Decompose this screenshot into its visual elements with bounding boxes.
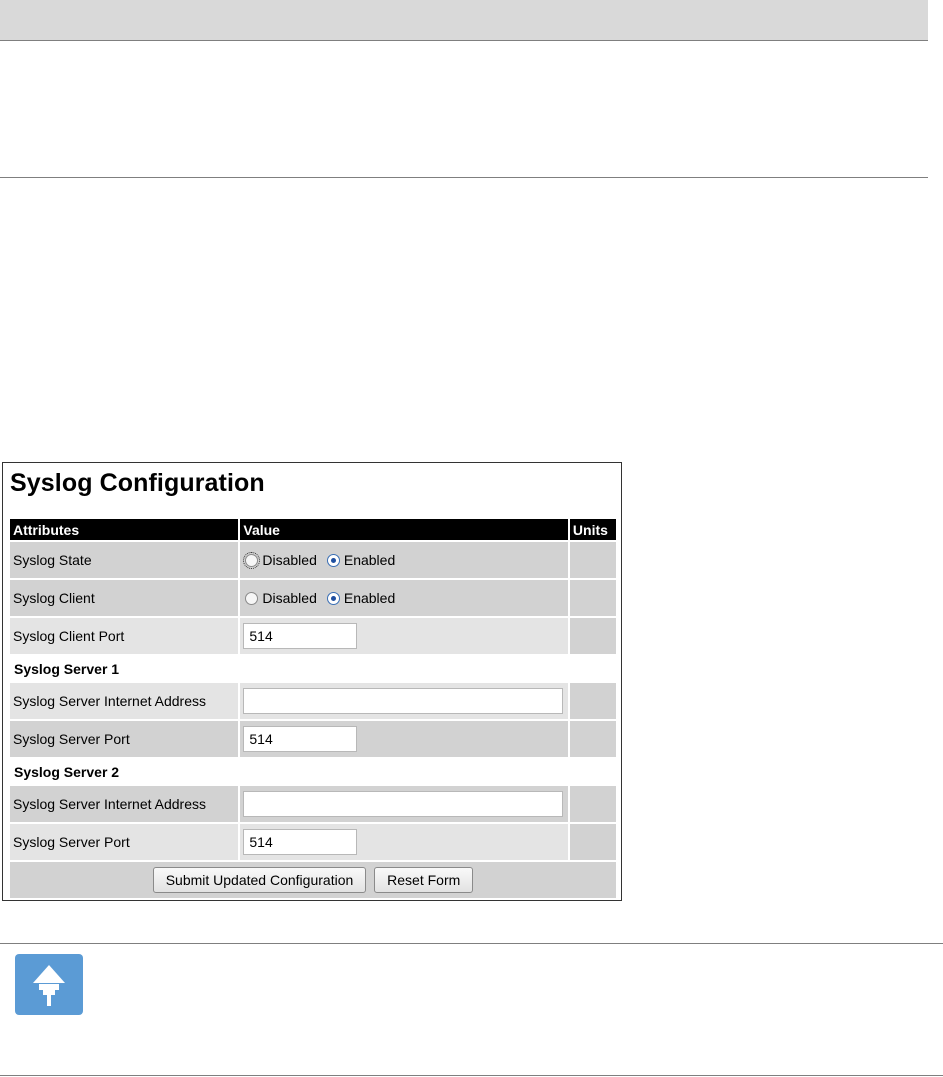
table-header-row bbox=[9, 518, 617, 541]
document-header-bar bbox=[0, 0, 928, 41]
section-heading: Syslog Server 1 bbox=[9, 655, 617, 682]
units-cell bbox=[569, 785, 617, 823]
server1-port-value bbox=[239, 720, 569, 758]
table-row-server1-port bbox=[9, 720, 617, 758]
syslog-client-port-input[interactable] bbox=[243, 623, 357, 649]
syslog-state-enabled-label[interactable]: Enabled bbox=[343, 552, 396, 568]
server1-port-label: Syslog Server Port bbox=[9, 720, 239, 758]
units-cell bbox=[569, 823, 617, 861]
syslog-configuration-panel bbox=[2, 462, 622, 901]
table-row-server2-address bbox=[9, 785, 617, 823]
syslog-client-enabled-radio[interactable] bbox=[327, 592, 340, 605]
units-cell bbox=[569, 682, 617, 720]
reset-form-button[interactable]: Reset Form bbox=[374, 867, 473, 893]
syslog-state-disabled-label[interactable]: Disabled bbox=[262, 552, 317, 568]
table-row-syslog-client bbox=[9, 579, 617, 617]
column-header-attributes: Attributes bbox=[9, 518, 239, 541]
units-cell bbox=[569, 617, 617, 655]
units-cell bbox=[569, 720, 617, 758]
table-row-server1-address bbox=[9, 682, 617, 720]
syslog-client-port-label: Syslog Client Port bbox=[9, 617, 239, 655]
table-row-server2-port bbox=[9, 823, 617, 861]
units-cell bbox=[569, 579, 617, 617]
server2-port-input[interactable] bbox=[243, 829, 357, 855]
server2-address-label: Syslog Server Internet Address bbox=[9, 785, 239, 823]
syslog-client-label: Syslog Client bbox=[9, 579, 239, 617]
syslog-config-table bbox=[9, 518, 617, 899]
section-heading: Syslog Server 2 bbox=[9, 758, 617, 785]
column-header-units: Units bbox=[569, 518, 617, 541]
syslog-client-port-value bbox=[239, 617, 569, 655]
pushpin-icon bbox=[15, 954, 83, 1015]
server1-address-label: Syslog Server Internet Address bbox=[9, 682, 239, 720]
server2-address-value bbox=[239, 785, 569, 823]
form-actions-row bbox=[9, 861, 617, 899]
column-header-value: Value bbox=[239, 518, 569, 541]
syslog-state-label: Syslog State bbox=[9, 541, 239, 579]
server2-address-input[interactable] bbox=[243, 791, 563, 817]
form-actions bbox=[9, 861, 617, 899]
syslog-client-disabled-label[interactable]: Disabled bbox=[262, 590, 317, 606]
server1-address-value bbox=[239, 682, 569, 720]
server1-address-input[interactable] bbox=[243, 688, 563, 714]
divider bbox=[0, 1075, 943, 1076]
syslog-state-enabled-radio[interactable] bbox=[327, 554, 340, 567]
section-syslog-server-1 bbox=[9, 655, 617, 682]
units-cell bbox=[569, 541, 617, 579]
syslog-client-disabled-radio[interactable] bbox=[245, 592, 258, 605]
syslog-client-enabled-label[interactable]: Enabled bbox=[343, 590, 396, 606]
page-title: Syslog Configuration bbox=[10, 469, 265, 497]
divider bbox=[0, 177, 928, 178]
server1-port-input[interactable] bbox=[243, 726, 357, 752]
syslog-state-value bbox=[239, 541, 569, 579]
divider bbox=[0, 943, 943, 944]
section-syslog-server-2 bbox=[9, 758, 617, 785]
syslog-state-disabled-radio[interactable] bbox=[245, 554, 258, 567]
syslog-client-value bbox=[239, 579, 569, 617]
server2-port-value bbox=[239, 823, 569, 861]
server2-port-label: Syslog Server Port bbox=[9, 823, 239, 861]
table-row-syslog-state bbox=[9, 541, 617, 579]
submit-updated-configuration-button[interactable]: Submit Updated Configuration bbox=[153, 867, 367, 893]
table-row-syslog-client-port bbox=[9, 617, 617, 655]
